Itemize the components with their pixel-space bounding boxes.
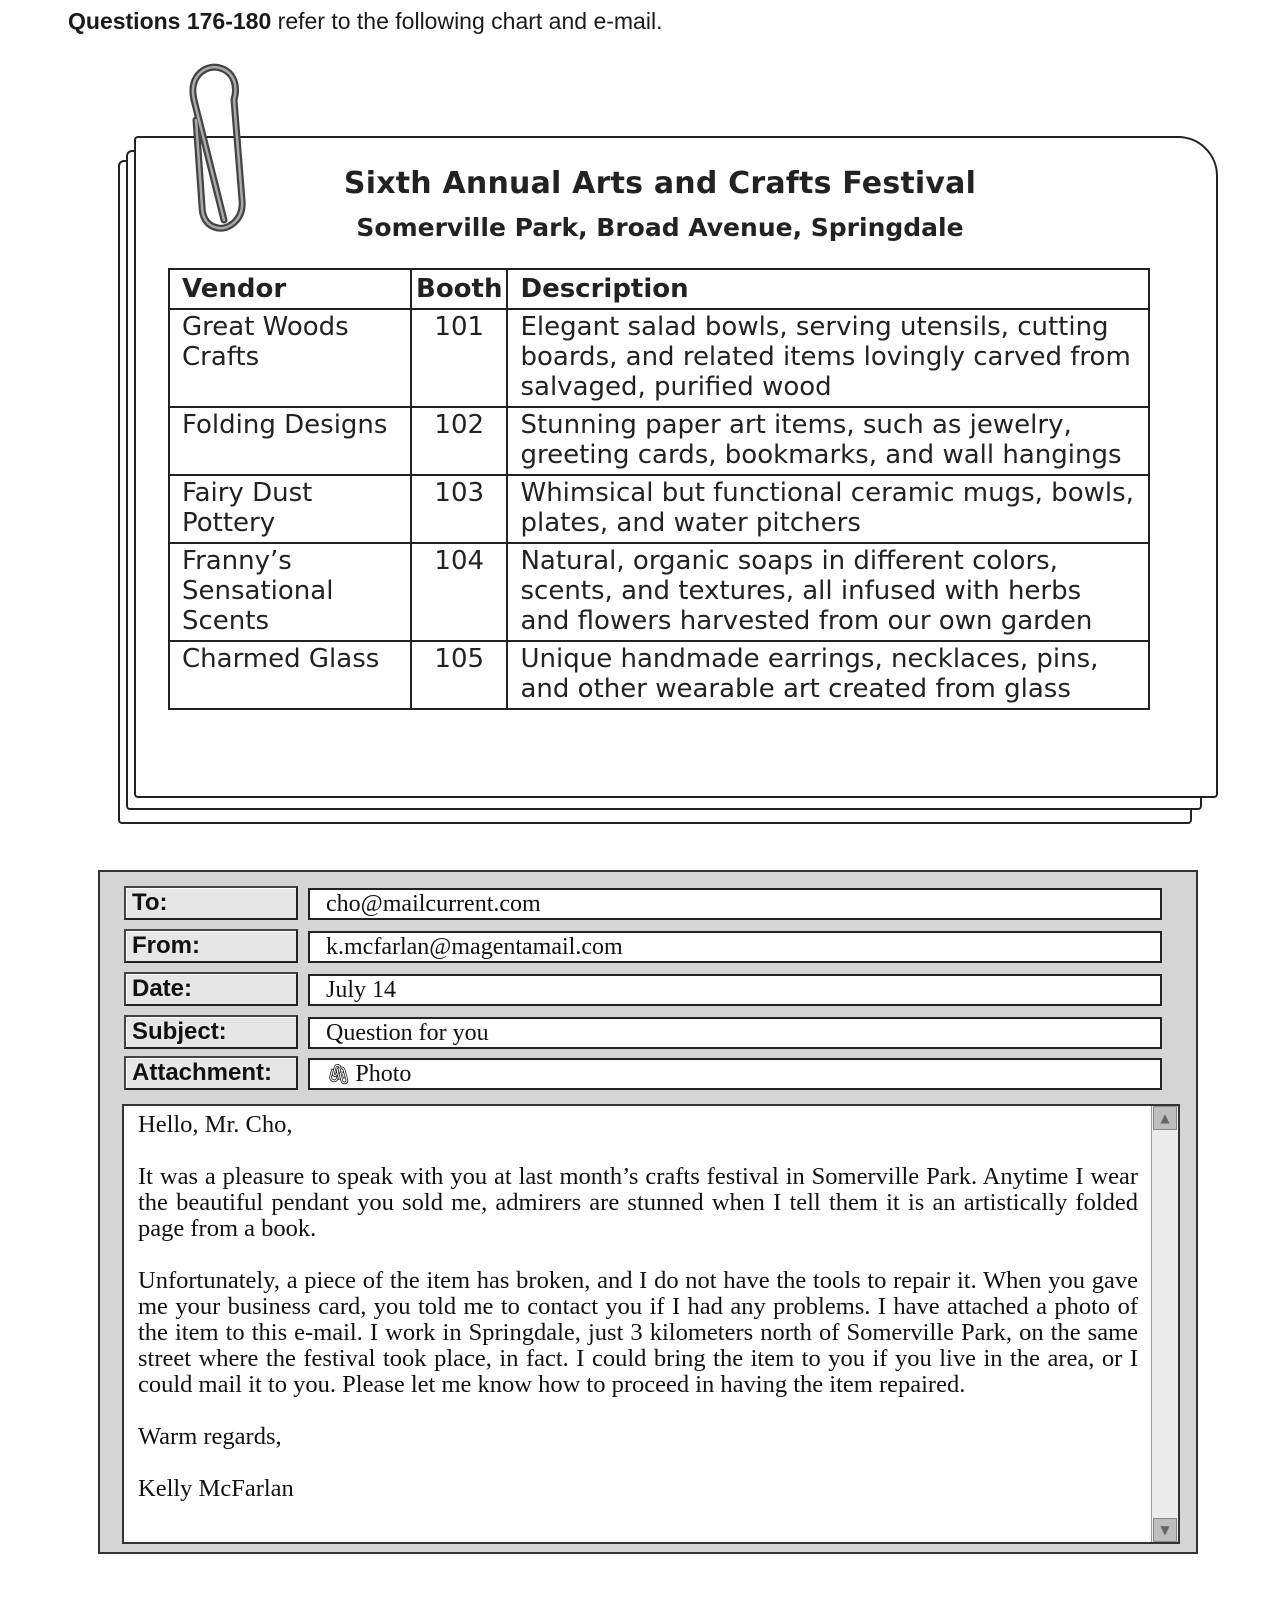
email-greeting: Hello, Mr. Cho, (138, 1111, 293, 1138)
vendor-table (168, 268, 1150, 710)
attachment-filename[interactable]: Photo (355, 1061, 412, 1087)
to-field[interactable]: cho@mailcurrent.com (308, 888, 1162, 920)
attachment-label: Attachment: (124, 1056, 298, 1090)
vendor-description: Whimsical but functional ceramic mugs, bowls, plates, and water pitchers (507, 475, 1149, 543)
vendor-description: Elegant salad bowls, serving utensils, cutting boards, and related items lovingly carved from salvaged, purified wood (507, 309, 1149, 407)
scroll-up-arrow-icon[interactable]: ▲ (1153, 1106, 1177, 1130)
scroll-down-arrow-icon[interactable]: ▼ (1153, 1518, 1177, 1542)
table-row (169, 641, 1149, 709)
table-row (169, 309, 1149, 407)
booth-number: 102 (411, 407, 507, 475)
table-header-row (169, 269, 1149, 309)
booth-number: 105 (411, 641, 507, 709)
vendor-description: Stunning paper art items, such as jewelry, greeting cards, bookmarks, and wall hangings (507, 407, 1149, 475)
column-header-booth: Booth (411, 269, 507, 309)
email-paragraph-2: Unfortunately, a piece of the item has broken, and I do not have the tools to repair it. When you gave me your business card, you told me to contact you if I had any problems. I have attached a photo of the item to this e-mail. I work in Springdale, just 3 kilometers north of Somerville Park, on the same street where the festival took place, in fact. I could bring the item to you if you live in the area, or I could mail it to you. Please let me know how to proceed in having the item repaired. (138, 1267, 1138, 1398)
question-intro (68, 8, 662, 35)
table-row (169, 407, 1149, 475)
question-range: Questions 176-180 (68, 8, 272, 34)
date-label: Date: (124, 972, 298, 1006)
vendor-name: Franny’s Sensational Scents (169, 543, 411, 641)
from-field[interactable]: k.mcfarlan@magentamail.com (308, 931, 1162, 963)
subject-label: Subject: (124, 1015, 298, 1049)
from-label: From: (124, 929, 298, 963)
vendor-description: Natural, organic soaps in different colors, scents, and textures, all infused with herbs and flowers harvested from our own garden (507, 543, 1149, 641)
column-header-description: Description (507, 269, 1149, 309)
column-header-vendor: Vendor (169, 269, 411, 309)
to-label: To: (124, 886, 298, 920)
email-signature: Kelly McFarlan (138, 1475, 294, 1502)
attachment-field[interactable] (308, 1058, 1162, 1090)
email-paragraph-1: It was a pleasure to speak with you at last month’s crafts festival in Somerville Park. Anytime I wear the beautiful pendant you sold me, admirers are stunned when I tell them it is an artistically folded page from a book. (138, 1163, 1138, 1242)
vendor-description: Unique handmade earrings, necklaces, pins, and other wearable art created from glass (507, 641, 1149, 709)
festival-location: Somerville Park, Broad Avenue, Springdale (356, 213, 964, 242)
vendor-name: Fairy Dust Pottery (169, 475, 411, 543)
date-field[interactable]: July 14 (308, 974, 1162, 1006)
vendor-name: Great Woods Crafts (169, 309, 411, 407)
table-row (169, 475, 1149, 543)
email-body[interactable] (122, 1104, 1180, 1544)
table-row (169, 543, 1149, 641)
attachment-icon: 🖇 (326, 1062, 352, 1086)
booth-number: 103 (411, 475, 507, 543)
vendor-name: Charmed Glass (169, 641, 411, 709)
booth-number: 104 (411, 543, 507, 641)
email-window (98, 870, 1198, 1554)
paperclip-icon (164, 60, 254, 240)
subject-field[interactable]: Question for you (308, 1017, 1162, 1049)
vendor-name: Folding Designs (169, 407, 411, 475)
email-closing: Warm regards, (138, 1423, 282, 1450)
booth-number: 101 (411, 309, 507, 407)
festival-title: Sixth Annual Arts and Crafts Festival (343, 166, 977, 201)
email-body-text (138, 1112, 1138, 1502)
question-instruction: refer to the following chart and e-mail. (271, 8, 663, 34)
vertical-scrollbar[interactable] (1151, 1106, 1178, 1542)
